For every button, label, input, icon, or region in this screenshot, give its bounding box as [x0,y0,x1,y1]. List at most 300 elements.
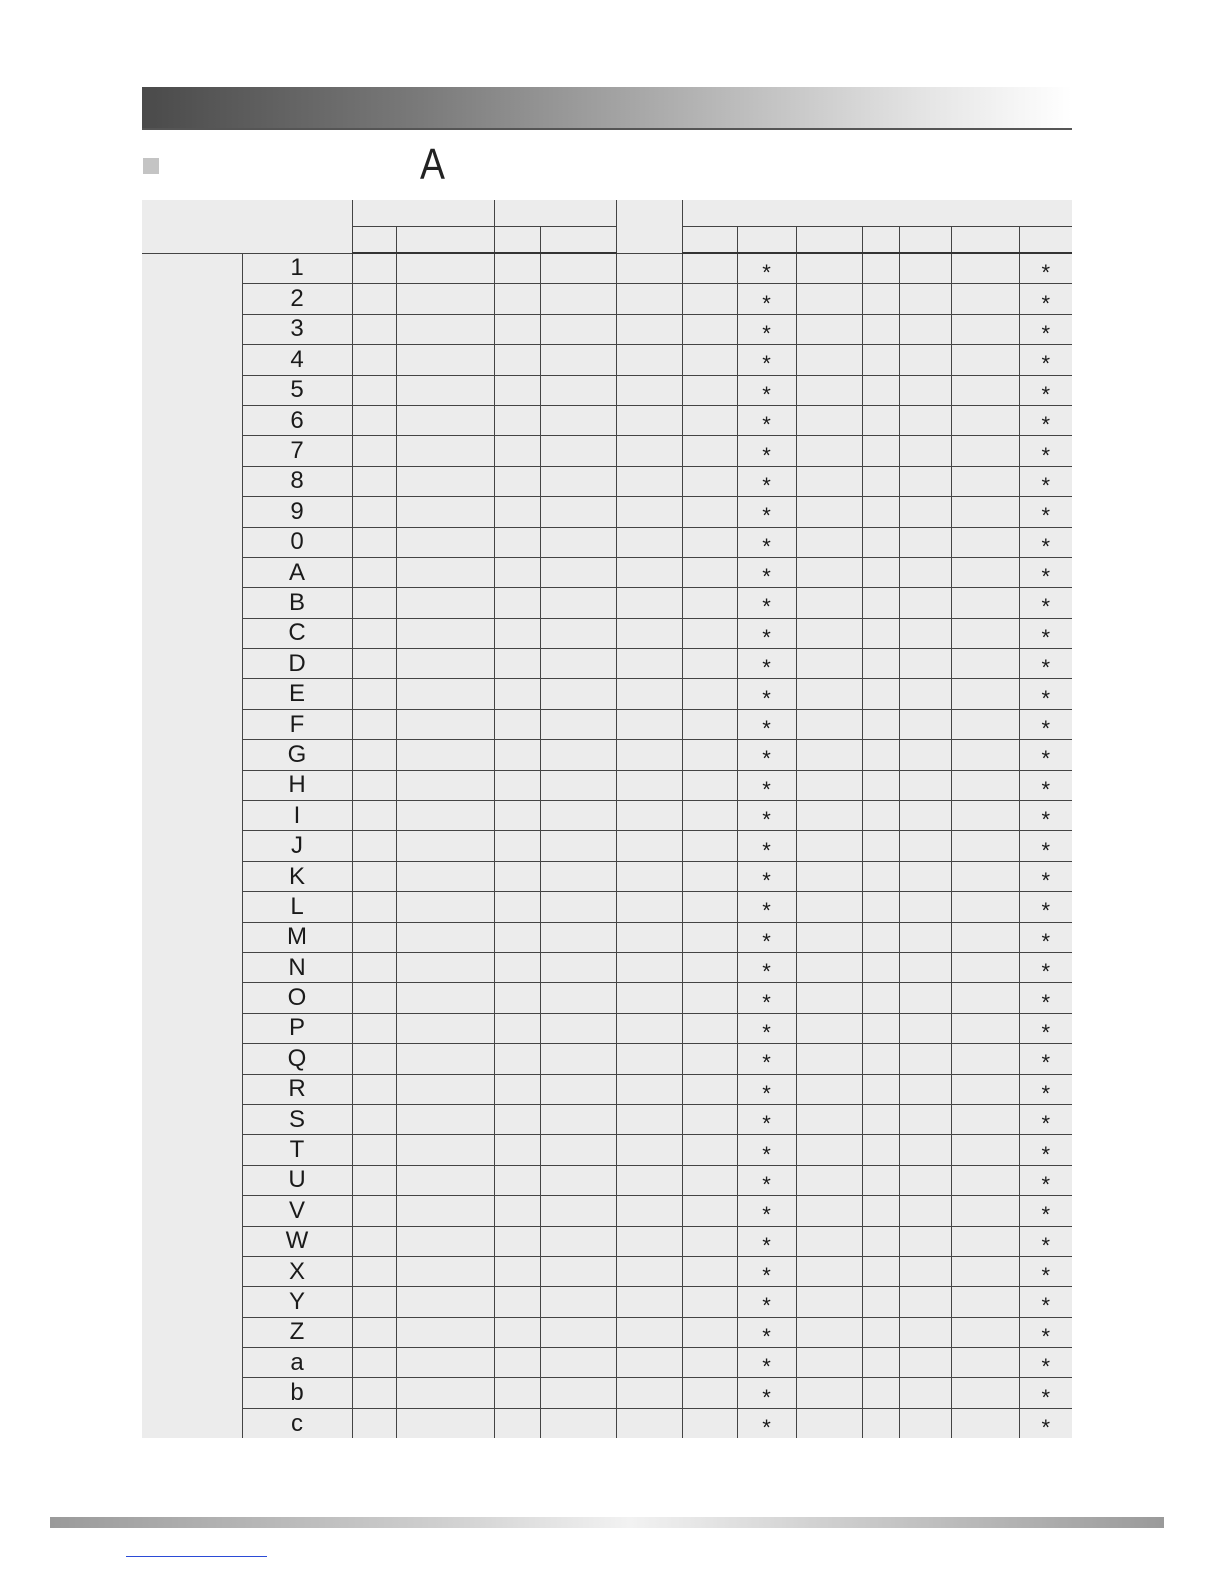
empty-cell [352,801,396,831]
key-label: K [242,861,352,891]
mark-cell [1019,1104,1072,1137]
empty-cell [682,314,737,344]
mark-cell [1019,466,1072,496]
asterisk-mark: * [1041,320,1051,346]
key-label: R [242,1074,352,1104]
asterisk-mark: * [1041,381,1051,407]
empty-cell [396,679,494,709]
empty-cell [494,1104,540,1134]
empty-cell [899,557,951,587]
mark-cell [737,952,796,985]
mark-cell [1019,1256,1072,1289]
mark-cell [737,466,796,496]
empty-cell [862,679,899,709]
empty-cell [796,436,862,466]
mark-cell [737,1074,796,1104]
empty-cell [951,497,1019,527]
empty-cell [682,1226,737,1256]
empty-cell [899,436,951,466]
asterisk-mark: * [762,898,771,924]
empty-cell [396,1317,494,1347]
asterisk-mark: * [1041,1050,1051,1076]
empty-cell [899,1378,951,1408]
mark-cell [1019,375,1072,405]
empty-cell [682,922,737,952]
empty-cell [682,1196,737,1226]
mark-cell [1019,861,1072,891]
empty-cell [899,649,951,679]
asterisk-mark: * [1041,503,1051,529]
asterisk-mark: * [762,624,771,650]
empty-cell [951,1104,1019,1134]
mark-cell [1019,557,1072,590]
empty-cell [352,1317,396,1347]
key-label: 2 [242,284,352,314]
empty-cell [396,1165,494,1195]
table-row [142,1135,1072,1165]
mark-cell [1019,497,1072,527]
asterisk-mark: * [1041,1323,1051,1349]
mark-cell [1019,679,1072,709]
empty-cell [682,618,737,648]
empty-cell [862,1378,899,1408]
page-header-bar [142,87,1072,130]
empty-cell [396,405,494,435]
empty-cell [616,588,682,618]
footer-link-underline [126,1556,267,1557]
empty-cell [494,497,540,527]
empty-cell [796,527,862,557]
empty-cell [682,892,737,922]
asterisk-mark: * [762,776,771,802]
empty-cell [494,314,540,344]
asterisk-mark: * [1041,533,1051,559]
mark-cell [737,618,796,648]
mark-cell [1019,618,1072,648]
asterisk-mark: * [762,655,771,681]
table-row [142,831,1072,861]
empty-cell [899,497,951,527]
empty-cell [862,466,899,496]
table-row [142,466,1072,496]
empty-cell [682,1348,737,1378]
mark-cell [1019,952,1072,985]
table-row [142,740,1072,770]
asterisk-mark: * [1041,290,1051,316]
asterisk-mark: * [1041,351,1051,377]
empty-cell [616,1044,682,1074]
empty-cell [352,1378,396,1408]
empty-cell [951,588,1019,618]
mark-cell [737,1317,796,1347]
empty-cell [616,314,682,344]
asterisk-mark: * [762,1263,771,1289]
asterisk-mark: * [1041,1202,1051,1228]
empty-cell [494,1013,540,1043]
empty-cell [951,1287,1019,1317]
mark-cell [1019,801,1072,831]
empty-cell [899,1044,951,1074]
empty-cell [862,436,899,466]
empty-cell [899,983,951,1013]
empty-cell [862,861,899,891]
table-row [142,588,1072,618]
mark-cell [737,557,796,590]
asterisk-mark: * [762,716,771,742]
header-group-3 [616,200,682,253]
asterisk-mark: * [1041,564,1051,590]
empty-cell [899,952,951,982]
empty-cell [396,952,494,982]
empty-cell [899,740,951,770]
empty-cell [540,1256,616,1286]
key-label: Y [242,1287,352,1317]
mark-cell [1019,831,1072,861]
mark-cell [737,1256,796,1289]
empty-cell [396,314,494,344]
empty-cell [682,679,737,709]
mark-cell [737,709,796,742]
empty-cell [494,1226,540,1256]
empty-cell [862,314,899,344]
empty-cell [682,1104,737,1134]
mark-cell [737,922,796,952]
empty-cell [951,284,1019,314]
empty-cell [396,1287,494,1317]
empty-cell [540,1287,616,1317]
empty-cell [682,1317,737,1347]
table-row [142,527,1072,557]
empty-cell [862,253,899,284]
header-corner [142,200,352,253]
empty-cell [862,588,899,618]
empty-cell [796,1165,862,1195]
empty-cell [352,588,396,618]
empty-cell [396,1256,494,1286]
table-row [142,436,1072,466]
asterisk-mark: * [762,472,771,498]
empty-cell [616,861,682,891]
empty-cell [796,1226,862,1256]
empty-cell [682,1165,737,1195]
empty-cell [494,1348,540,1378]
empty-cell [951,1348,1019,1378]
empty-cell [352,983,396,1013]
mark-cell [1019,1044,1072,1074]
empty-cell [899,831,951,861]
empty-cell [352,679,396,709]
empty-cell [862,801,899,831]
empty-cell [396,497,494,527]
asterisk-mark: * [1041,959,1051,985]
empty-cell [951,952,1019,982]
key-label: M [242,922,352,952]
empty-cell [396,983,494,1013]
table-row [142,1165,1072,1195]
asterisk-mark: * [1041,807,1051,833]
table-row [142,314,1072,344]
empty-cell [616,801,682,831]
empty-cell [951,1165,1019,1195]
mark-cell [737,314,796,344]
empty-cell [862,1348,899,1378]
empty-cell [616,557,682,587]
mark-cell [737,375,796,405]
table-row [142,861,1072,891]
empty-cell [862,1104,899,1134]
empty-cell [616,1135,682,1165]
header-group-2 [494,200,616,227]
asterisk-mark: * [1041,685,1051,711]
asterisk-mark: * [762,260,771,286]
empty-cell [616,892,682,922]
mark-cell [1019,740,1072,770]
empty-cell [951,861,1019,891]
empty-cell [396,557,494,587]
asterisk-mark: * [762,1354,771,1380]
empty-cell [682,497,737,527]
asterisk-mark: * [762,1080,771,1106]
key-label: Z [242,1317,352,1347]
empty-cell [796,345,862,375]
empty-cell [352,1196,396,1226]
mark-cell [1019,1135,1072,1165]
mark-cell [737,801,796,831]
empty-cell [396,801,494,831]
asterisk-mark: * [1041,746,1051,772]
mark-cell [1019,709,1072,742]
empty-cell [352,892,396,922]
empty-cell [682,1044,737,1074]
empty-cell [862,1013,899,1043]
empty-cell [951,1378,1019,1408]
empty-cell [540,922,616,952]
table-row [142,1317,1072,1347]
empty-cell [682,1287,737,1317]
key-label: H [242,770,352,800]
empty-cell [899,770,951,800]
empty-cell [616,375,682,405]
empty-cell [899,1317,951,1347]
mark-cell [1019,1317,1072,1347]
key-label: 6 [242,405,352,435]
empty-cell [616,1226,682,1256]
empty-cell [682,527,737,557]
key-label: S [242,1104,352,1134]
mark-cell [737,253,796,284]
empty-cell [796,831,862,861]
asterisk-mark: * [762,868,771,893]
empty-cell [616,1013,682,1043]
table-row [142,1074,1072,1104]
mark-cell [1019,1287,1072,1317]
empty-cell [494,922,540,952]
mark-cell [1019,527,1072,557]
empty-cell [396,588,494,618]
mark-cell [1019,588,1072,618]
empty-cell [682,253,737,284]
empty-cell [951,892,1019,922]
empty-cell [796,679,862,709]
empty-cell [540,801,616,831]
empty-cell [682,1408,737,1438]
asterisk-mark: * [762,746,771,772]
empty-cell [899,284,951,314]
empty-cell [682,649,737,679]
empty-cell [352,345,396,375]
empty-cell [396,1196,494,1226]
mark-cell [737,405,796,438]
empty-cell [540,1074,616,1104]
mark-cell [737,1287,796,1317]
key-label: W [242,1226,352,1256]
empty-cell [494,1135,540,1165]
empty-cell [616,284,682,314]
empty-cell [494,983,540,1013]
empty-cell [494,253,540,284]
empty-cell [616,1165,682,1195]
empty-cell [396,1378,494,1408]
empty-cell [796,649,862,679]
empty-cell [682,1256,737,1286]
empty-cell [352,1408,396,1438]
table-row [142,375,1072,405]
table-row [142,770,1072,800]
empty-cell [352,740,396,770]
empty-cell [352,922,396,952]
empty-cell [396,709,494,739]
empty-cell [540,527,616,557]
empty-cell [862,1226,899,1256]
empty-cell [899,1104,951,1134]
asterisk-mark: * [762,290,771,316]
empty-cell [616,466,682,496]
table-row [142,649,1072,679]
empty-cell [616,649,682,679]
empty-cell [796,557,862,587]
empty-cell [862,284,899,314]
table-row [142,1226,1072,1256]
empty-cell [352,1256,396,1286]
empty-cell [616,831,682,861]
empty-cell [862,892,899,922]
empty-cell [899,375,951,405]
empty-cell [494,709,540,739]
empty-cell [796,1287,862,1317]
empty-cell [396,740,494,770]
empty-cell [352,466,396,496]
asterisk-mark: * [762,685,771,711]
empty-cell [352,1074,396,1104]
empty-cell [796,983,862,1013]
table-body [142,253,1072,1441]
asterisk-mark: * [762,1050,771,1076]
empty-cell [540,1165,616,1195]
empty-cell [899,709,951,739]
empty-cell [352,952,396,982]
empty-cell [494,284,540,314]
key-label: 4 [242,345,352,375]
mark-cell [1019,770,1072,800]
empty-cell [352,770,396,800]
empty-cell [682,952,737,982]
mark-cell [1019,253,1072,284]
empty-cell [951,831,1019,861]
table-row [142,497,1072,527]
empty-cell [352,709,396,739]
empty-cell [540,466,616,496]
asterisk-mark: * [1041,1354,1051,1380]
asterisk-mark: * [1041,1019,1051,1045]
empty-cell [540,709,616,739]
empty-cell [862,497,899,527]
empty-cell [951,314,1019,344]
empty-cell [396,1348,494,1378]
empty-cell [540,1196,616,1226]
mark-cell [737,527,796,557]
empty-cell [796,466,862,496]
empty-cell [682,740,737,770]
key-label: T [242,1135,352,1165]
empty-cell [796,922,862,952]
empty-cell [899,1408,951,1438]
asterisk-mark: * [762,989,771,1015]
asterisk-mark: * [1041,837,1051,863]
empty-cell [951,649,1019,679]
empty-cell [616,618,682,648]
empty-cell [862,922,899,952]
empty-cell [682,1378,737,1408]
table-row [142,1378,1072,1408]
mark-cell [737,1135,796,1165]
empty-cell [494,649,540,679]
empty-cell [796,1378,862,1408]
asterisk-mark: * [1041,928,1051,954]
asterisk-mark: * [762,1171,771,1197]
asterisk-mark: * [1041,776,1051,802]
asterisk-mark: * [762,1415,771,1441]
empty-cell [494,679,540,709]
empty-cell [540,1044,616,1074]
key-label: b [242,1378,352,1408]
empty-cell [951,679,1019,709]
mark-cell [737,740,796,770]
mark-cell [737,588,796,618]
empty-cell [396,1074,494,1104]
empty-cell [682,284,737,314]
mark-cell [1019,1196,1072,1226]
empty-cell [616,679,682,709]
section-title: A [420,140,445,189]
asterisk-mark: * [762,564,771,590]
asterisk-mark: * [762,1323,771,1349]
empty-cell [862,1074,899,1104]
empty-cell [951,983,1019,1013]
empty-cell [616,1256,682,1286]
empty-cell [616,253,682,284]
empty-cell [899,892,951,922]
empty-cell [682,588,737,618]
mark-cell [737,1408,796,1441]
empty-cell [951,1256,1019,1286]
key-label: L [242,892,352,922]
mark-cell [1019,1408,1072,1441]
empty-cell [796,1074,862,1104]
empty-cell [951,375,1019,405]
empty-cell [494,1408,540,1438]
empty-cell [862,740,899,770]
empty-cell [862,557,899,587]
